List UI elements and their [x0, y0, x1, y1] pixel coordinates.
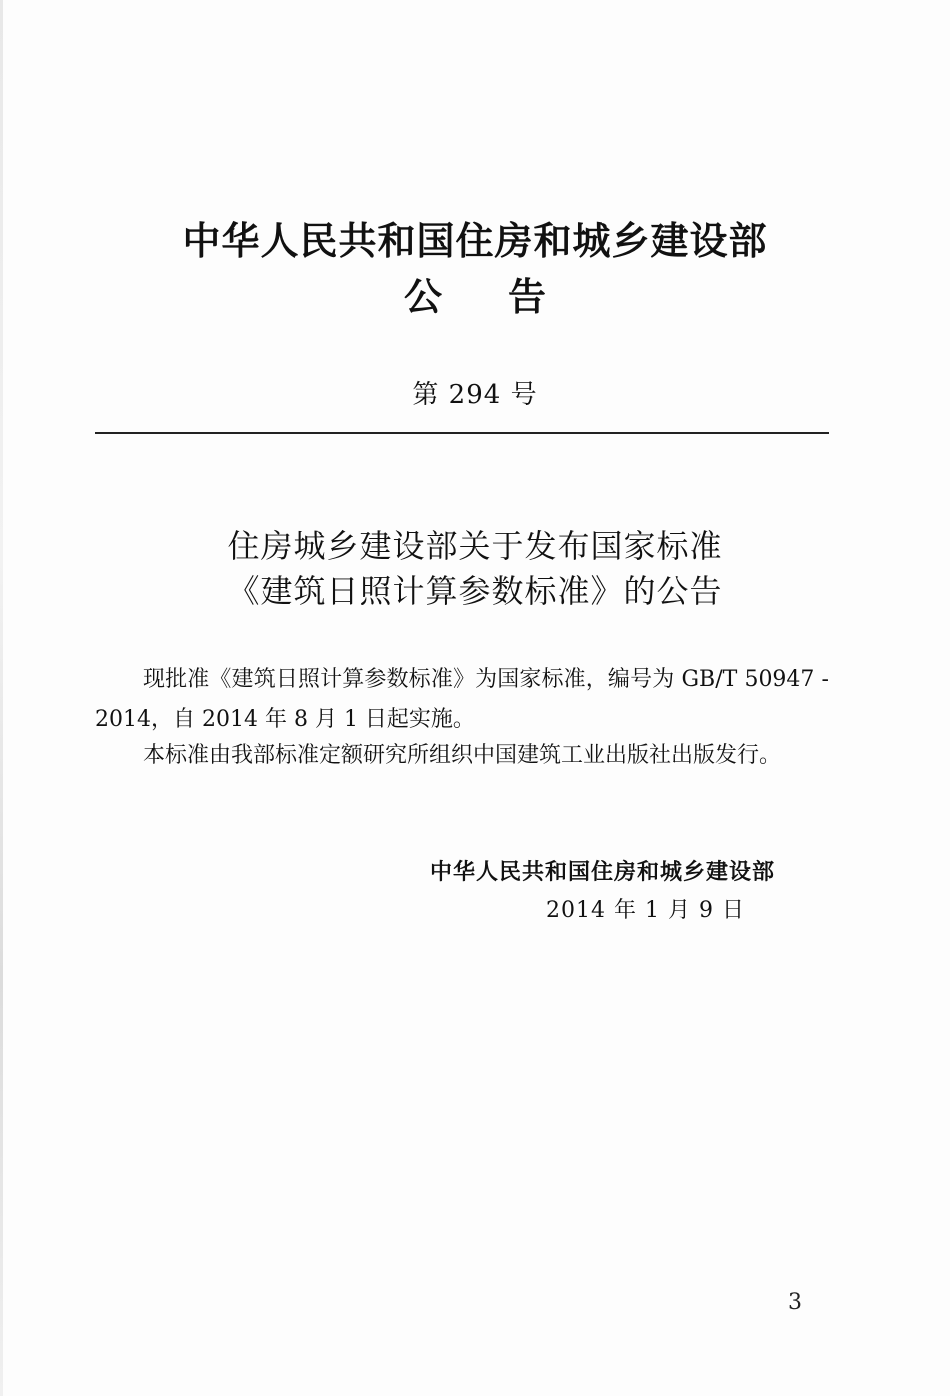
issue-date: 2014 年 1 月 9 日	[546, 898, 745, 923]
heading-line-1: 住房城乡建设部关于发布国家标准	[227, 527, 723, 565]
issuer-signature: 中华人民共和国住房和城乡建设部	[429, 860, 775, 885]
heading-line-2: 《建筑日照计算参数标准》的公告	[227, 572, 723, 610]
header-divider	[95, 432, 829, 434]
body-paragraph-2: 本标准由我部标准定额研究所组织中国建筑工业出版社出版发行。	[143, 743, 782, 768]
page-number: 3	[788, 1290, 802, 1315]
body-paragraph-1: 现批准《建筑日照计算参数标准》为国家标准，编号为 GB/T 50947 - 2014，自 2014 年 8 月 1 日起实施。	[95, 667, 829, 732]
notice-label: 公告	[403, 275, 612, 319]
ministry-title: 中华人民共和国住房和城乡建设部	[182, 219, 768, 263]
notice-number: 第 294 号	[412, 380, 538, 410]
